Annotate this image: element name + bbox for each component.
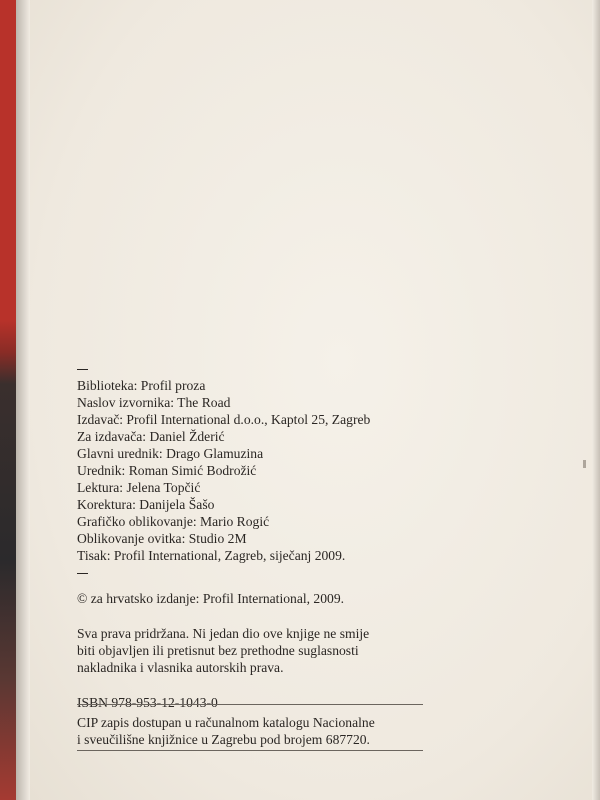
imprint-line-editor-in-chief: Glavni urednik: Drago Glamuzina	[77, 446, 264, 461]
page-right-edge	[592, 0, 600, 800]
copyright-notice: © za hrvatsko izdanje: Profil International, 2009.	[77, 591, 345, 606]
cip-line-1: CIP zapis dostupan u računalnom katalogu Nacionalne	[77, 715, 375, 730]
imprint-line-graphic-design: Grafičko oblikovanje: Mario Rogić	[77, 514, 270, 529]
rights-line-2: biti objavljen ili pretisnut bez prethodne suglasnosti	[77, 643, 359, 658]
cip-block	[77, 714, 437, 748]
imprint-line-language-editing: Lektura: Jelena Topčić	[77, 480, 201, 495]
imprint-block	[77, 360, 457, 711]
cip-rule-bottom	[77, 750, 423, 751]
page-gutter-shadow	[16, 0, 30, 800]
imprint-line-cover-design: Oblikovanje ovitka: Studio 2M	[77, 531, 247, 546]
separator-dash-top	[77, 360, 457, 377]
isbn: ISBN 978-953-12-1043-0	[77, 695, 218, 710]
imprint-line-proofreading: Korektura: Danijela Šašo	[77, 497, 215, 512]
book-cover-edge	[0, 0, 16, 800]
imprint-line-editor: Urednik: Roman Simić Bodrožić	[77, 463, 257, 478]
rights-line-1: Sva prava pridržana. Ni jedan dio ove knjige ne smije	[77, 626, 370, 641]
imprint-line-for-publisher: Za izdavača: Daniel Žderić	[77, 429, 225, 444]
imprint-line-series: Biblioteka: Profil proza	[77, 378, 206, 393]
imprint-line-original-title: Naslov izvornika: The Road	[77, 395, 231, 410]
rights-line-3: nakladnika i vlasnika autorskih prava.	[77, 660, 284, 675]
imprint-line-printing: Tisak: Profil International, Zagreb, siječanj 2009.	[77, 548, 346, 563]
separator-dash-bottom	[77, 564, 457, 581]
page-speck	[583, 460, 586, 468]
cip-line-2: i sveučilišne knjižnice u Zagrebu pod brojem 687720.	[77, 732, 370, 747]
imprint-line-publisher: Izdavač: Profil International d.o.o., Kaptol 25, Zagreb	[77, 412, 371, 427]
cip-rule-top	[77, 704, 423, 705]
